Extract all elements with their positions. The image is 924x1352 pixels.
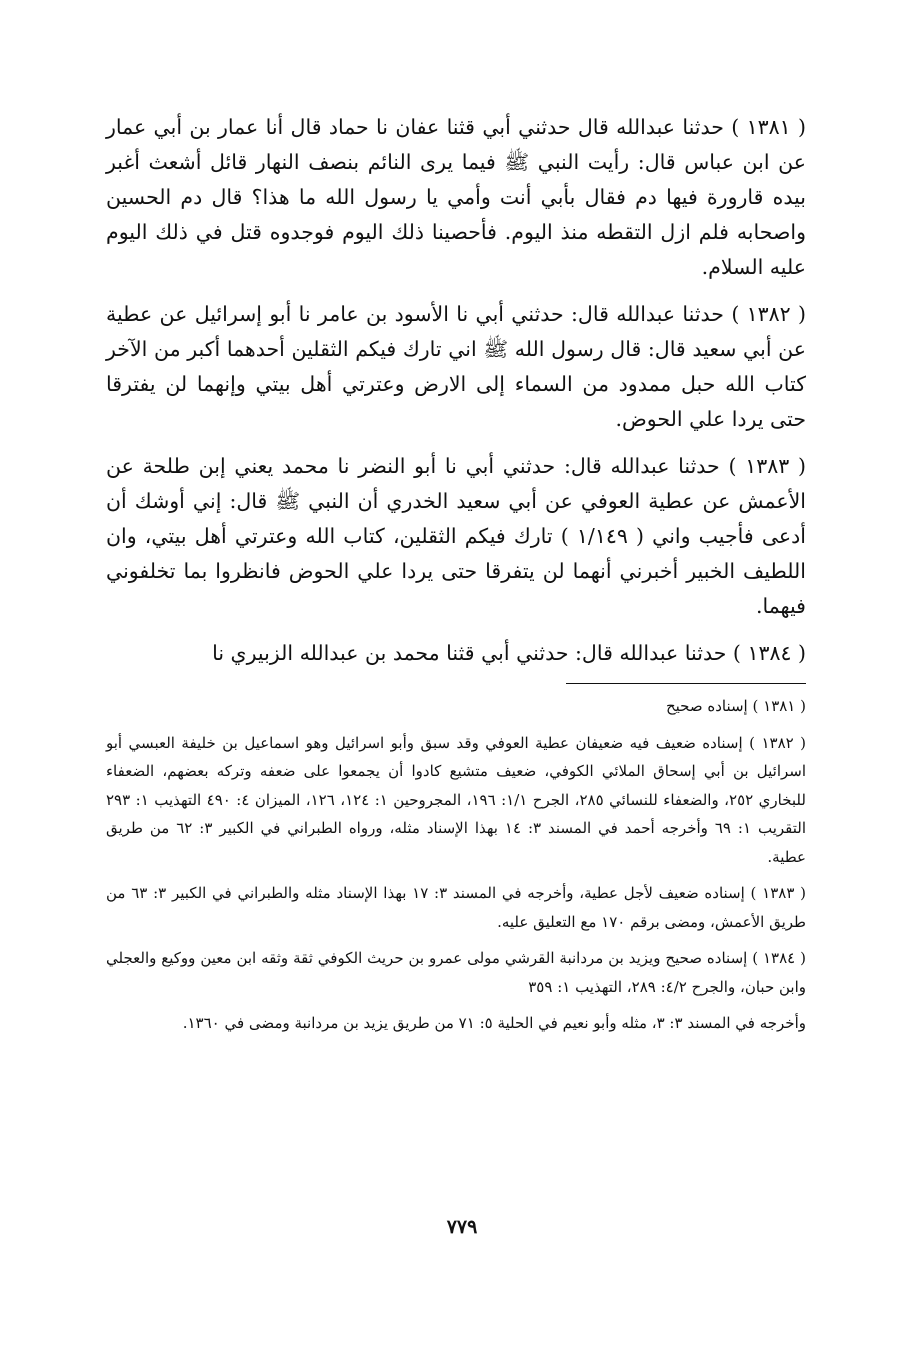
footnote-divider [566,683,806,684]
hadith-1381 [106,110,806,285]
hadith-number: ( ١٣٨١ ) [731,115,806,139]
footnote-number: ( ١٣٨٣ ) [750,884,806,902]
footnote-1383 [106,879,806,936]
footnote-text: وأخرجه في المسند ٣: ٣، مثله وأبو نعيم في الحلية ٥: ٧١ من طريق يزيد بن مردانبة ومضى في ١٣٦٠. [182,1014,806,1032]
hadith-text: حدثنا عبدالله قال: حدثني أبي نا أبو النضر نا محمد يعني إبن طلحة عن الأعمش عن عطية العوفي عن أبي سعيد الخدري أن النبي ﷺ قال: إني أوشك أن أدعى فأجيب واني ( ١/١٤٩ ) تارك فيكم الثقلين، كتاب الله وعترتي أهل بيتي، وان اللطيف الخبير أخبرني أنهما لن يتفرقا حتى يردا علي الحوض فانظروا بما تخلفوني فيهما. [106,454,806,618]
footnote-text: إسناده صحيح ويزيد بن مردانبة القرشي مولى عمرو بن حريث الكوفي ثقة وثقه ابن معين ووكيع والعجلي وابن حبان، والجرح ٤/٢: ٢٨٩، التهذيب ١: ٣٥٩ [106,949,806,996]
footnotes [106,692,806,1038]
footnote-1384-continued [106,1009,806,1038]
page-body [106,110,806,1046]
footnote-text: إسناده صحيح [665,697,748,715]
footnote-1381 [106,692,806,721]
hadith-text: حدثنا عبدالله قال: حدثني أبي نا الأسود بن عامر نا أبو إسرائيل عن عطية عن أبي سعيد قال: قال رسول الله ﷺ اني تارك فيكم الثقلين أحدهما أكبر من الآخر كتاب الله حبل ممدود من السماء إلى الارض وعترتي أهل بيتي وإنهما لن يفترقا حتى يردا علي الحوض. [106,302,806,431]
hadith-1383 [106,449,806,624]
footnote-number: ( ١٣٨٤ ) [752,949,806,967]
hadith-text: حدثنا عبدالله قال: حدثني أبي قثنا محمد بن عبدالله الزبيري نا [212,641,727,665]
hadith-1384 [106,636,806,671]
page-number: ٧٧٩ [446,1216,478,1238]
hadith-number: ( ١٣٨٣ ) [728,454,806,478]
hadith-number: ( ١٣٨٤ ) [732,641,806,665]
hadith-1382 [106,297,806,437]
footnote-text: إسناده ضعيف لأجل عطية، وأخرجه في المسند ٣: ١٧ بهذا الإسناد مثله والطبراني في الكبير ٣: ٦٣ من طريق الأعمش، ومضى برقم ١٧٠ مع التعليق عليه. [106,884,806,931]
hadith-number: ( ١٣٨٢ ) [731,302,807,326]
footnote-1382 [106,729,806,872]
hadith-text: حدثنا عبدالله قال حدثني أبي قثنا عفان نا حماد قال أنا عمار بن أبي عمار عن ابن عباس قال: رأيت النبي ﷺ فيما يرى النائم بنصف النهار قائل أشعث أغبر بيده قارورة فيها دم فقال بأبي أنت وأمي يا رسول الله ما هذا؟ قال دم الحسين واصحابه فلم ازل التقطه منذ اليوم. فأحصينا ذلك اليوم فوجدوه قتل في ذلك اليوم عليه السلام. [106,115,806,279]
footnote-text: إسناده ضعيف فيه ضعيفان عطية العوفي وقد سبق وأبو اسرائيل وهو اسماعيل بن خليفة العبسي أبو اسرائيل بن أبي إسحاق الملائي الكوفي، ضعيف متشيع كادوا أن يجمعوا على ضعفه وتركه بعضهم، الضعفاء للبخاري ٢٥٢، والضعفاء للنسائي ٢٨٥، الجرح ١/١: ١٩٦، المجروحين ١: ١٢٤، ١٢٦، الميزان ٤: ٤٩٠ التهذيب ١: ٢٩٣ التقريب ١: ٦٩ وأخرجه أحمد في المسند ٣: ١٤ بهذا الإسناد مثله، ورواه الطبراني في الكبير ٣: ٦٢ من طريق عطية. [106,733,806,866]
footnote-number: ( ١٣٨١ ) [752,697,806,715]
hadith-list [106,110,806,671]
footnote-number: ( ١٣٨٢ ) [749,733,807,752]
footnote-1384 [106,944,806,1001]
